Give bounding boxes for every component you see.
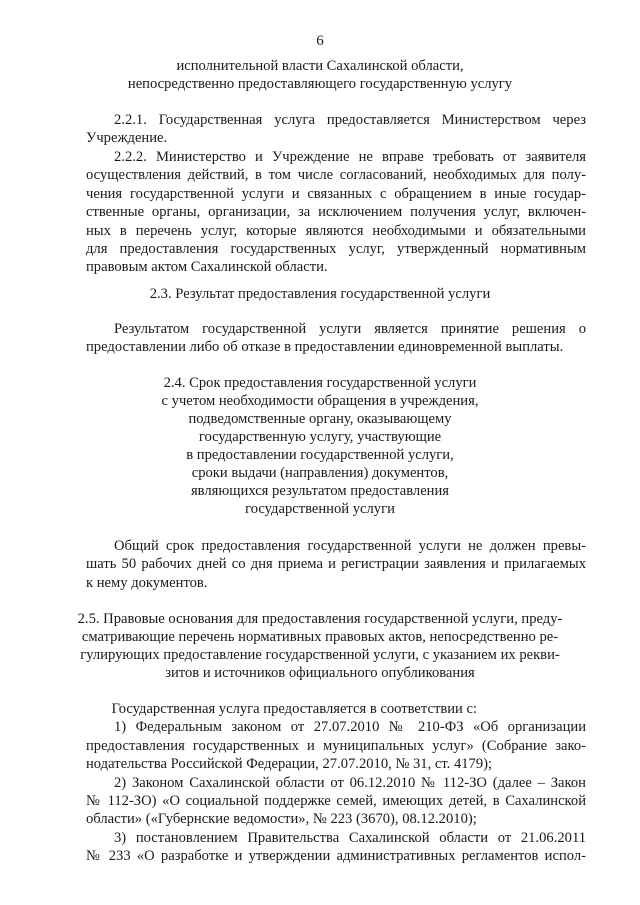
text-line: сматривающие перечень нормативных правовых актов, непосредственно ре- [81,629,559,645]
text-line: 2.5. Правовые основания для предоставления государственной услуги, преду- [77,611,563,627]
text-line: к нему документов. [86,575,208,591]
text-line: в предоставлении государственной услуги, [186,447,454,463]
text-line: ных в перечень услуг, которые являются необходимыми и обязательными [86,223,586,239]
text-line: являющихся результатом предоставления [190,483,450,499]
text-line: 2.2.2. Министерство и Учреждение не вправе требовать от заявителя [114,149,586,165]
text-line: № 233 «О разработке и утверждении административных регламентов испол- [86,848,586,864]
text-line: ственные органы, организации, за исключением получения услуг, включен- [86,204,586,220]
text-line: предоставления государственных и муниципальных услуг» (Собрание зако- [86,738,586,754]
text-line: № 112-ЗО) «О социальной поддержке семей, имеющих детей, в Сахалинской [86,793,586,809]
text-line: 2.2.1. Государственная услуга предоставляется Министерством через [114,112,586,128]
text-line: непосредственно предоставляющего государственную услугу [127,76,513,92]
text-line: Результатом государственной услуги является принятие решения о [114,321,586,337]
text-line: с учетом необходимости обращения в учреждения, [161,393,479,409]
text-line: государственную услугу, участвующие [198,429,442,445]
text-line: чения государственной услуги и связанных с обращением в иные государ- [86,186,586,202]
text-line: исполнительной власти Сахалинской области, [176,58,464,74]
text-line: гулирующих предоставление государственной услуги, с указанием их рекви- [80,647,560,663]
text-line: шать 50 рабочих дней со дня приема и регистрации заявления и прилагаемых [86,556,586,572]
text-line: для предоставления государственных услуг, утвержденный нормативным [86,241,586,257]
text-line: области» («Губернские ведомости», № 223 (3670), 08.12.2010); [86,811,477,827]
text-line: подведомственные органу, оказывающему [188,411,452,427]
text-line: государственной услуги [245,501,395,517]
text-line: 2.4. Срок предоставления государственной услуги [163,375,477,391]
text-line: Общий срок предоставления государственной услуги не должен превы- [114,538,586,554]
text-line: Учреждение. [86,130,168,146]
text-line: 2) Законом Сахалинской области от 06.12.2010 № 112-ЗО (далее – Закон [114,775,586,791]
text-line: 1) Федеральным законом от 27.07.2010 № 210-ФЗ «Об организации [114,719,586,735]
page-number: 6 [316,33,324,49]
text-line: Государственная услуга предоставляется в соответствии с: [86,701,478,717]
text-line: правовым актом Сахалинской области. [86,259,328,275]
text-line: предоставлении либо об отказе в предоставлении единовременной выплаты. [86,339,564,355]
text-line: зитов и источников официального опубликования [165,665,475,681]
text-line: нодательства Российской Федерации, 27.07.2010, № 31, ст. 4179); [86,756,493,772]
text-line: 2.3. Результат предоставления государственной услуги [149,286,491,302]
text-line: 3) постановлением Правительства Сахалинской области от 21.06.2011 [114,830,586,846]
text-line: осуществления действий, в том числе согласований, необходимых для полу- [86,167,586,183]
text-line: сроки выдачи (направления) документов, [191,465,449,481]
